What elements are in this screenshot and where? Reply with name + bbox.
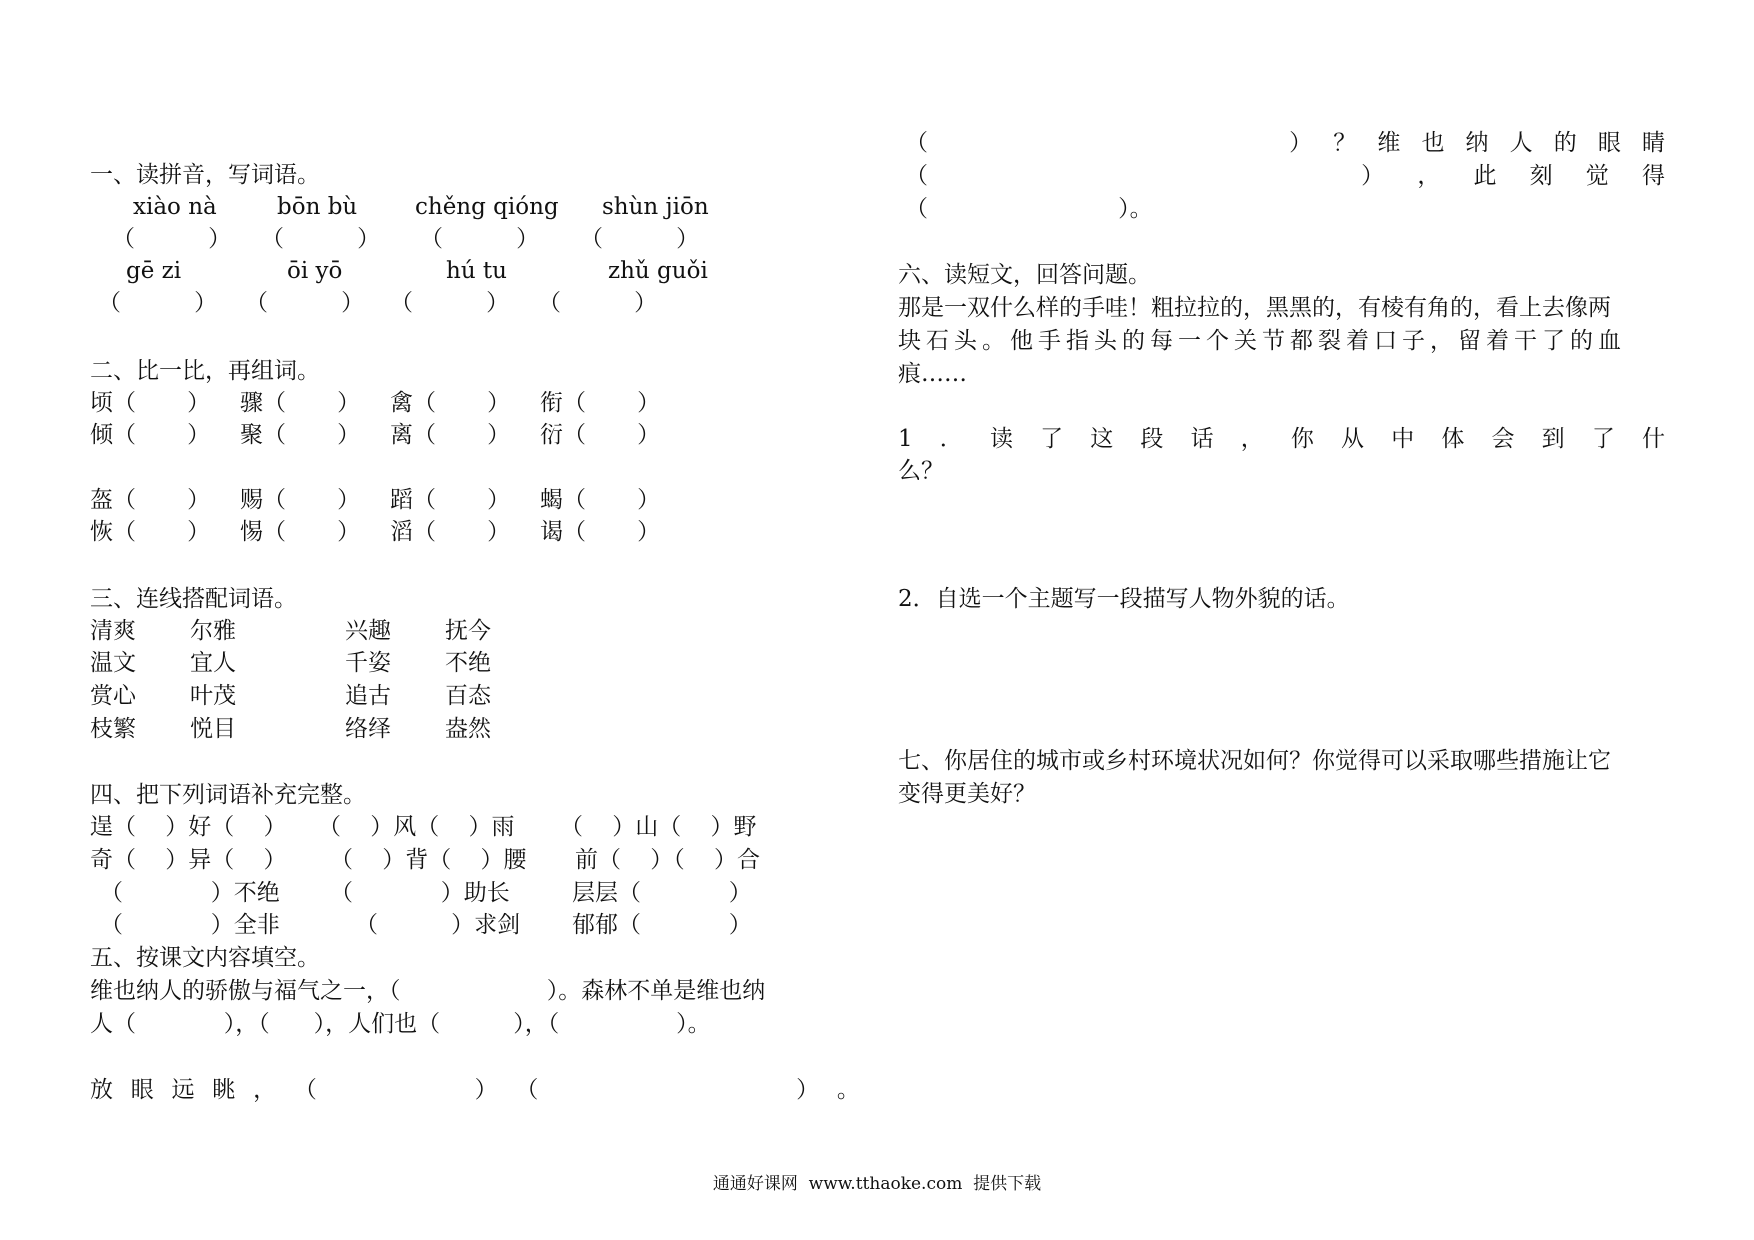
idiom-fill[interactable]: （ ）风（ ）雨	[318, 814, 515, 840]
char: （	[905, 130, 928, 156]
pinyin-row-2	[0, 256, 760, 286]
char: 你	[1290, 426, 1314, 452]
char: 得	[1641, 163, 1665, 189]
pinyin-row-1	[0, 192, 760, 222]
match-word[interactable]: 叶茂	[190, 683, 236, 709]
char: 什	[1641, 426, 1665, 452]
char: 了	[1591, 426, 1615, 452]
idiom-fill[interactable]: （ ）不绝	[100, 880, 280, 906]
answer-blank[interactable]: （ ）	[245, 290, 365, 316]
char-compare-item[interactable]: 谒（ ）	[540, 519, 661, 545]
idiom-row	[0, 812, 760, 842]
idiom-fill[interactable]: 奇（ ）异（ ）	[90, 847, 287, 873]
fill-line-justified[interactable]	[905, 128, 1665, 158]
match-word[interactable]: 枝繁	[90, 716, 136, 742]
idiom-fill[interactable]: （ ）山（ ）野	[560, 814, 757, 840]
answer-blank-row-1	[0, 224, 760, 254]
footer-credit: 通通好课网 www.tthaoke.com 提供下载	[712, 1174, 1042, 1194]
idiom-fill[interactable]: （ ）助长	[330, 880, 510, 906]
char: 会	[1491, 426, 1515, 452]
idiom-fill[interactable]: （ ）求剑	[355, 912, 521, 938]
answer-blank[interactable]: （ ）	[420, 226, 540, 252]
answer-blank[interactable]: （ ）	[261, 226, 381, 252]
compare-row	[0, 388, 760, 418]
answer-blank[interactable]: （ ）	[112, 226, 232, 252]
char: ）	[796, 1077, 820, 1103]
pinyin: ōi yō	[287, 258, 343, 284]
compare-row	[0, 517, 760, 547]
char: （	[905, 163, 928, 189]
idiom-fill[interactable]: 逞（ ）好（ ）	[90, 814, 287, 840]
passage-line: 痕……	[898, 361, 967, 387]
char-compare-item[interactable]: 禽（ ）	[390, 390, 511, 416]
match-word[interactable]: 兴趣	[345, 618, 391, 644]
pinyin: bōn bù	[277, 194, 358, 220]
char: 纳	[1465, 130, 1489, 156]
fill-line[interactable]: （ ）。	[905, 196, 1153, 222]
fill-line-justified[interactable]	[90, 1075, 860, 1105]
match-row	[0, 681, 760, 711]
idiom-row	[0, 910, 760, 940]
match-word[interactable]: 悦目	[190, 716, 236, 742]
section-2-title: 二、比一比，再组词。	[90, 358, 320, 384]
fill-line[interactable]: 人（ ），（ ），人们也（ ），（ ）。	[90, 1011, 711, 1037]
char-compare-item[interactable]: 骤（ ）	[240, 390, 361, 416]
match-row	[0, 648, 760, 678]
answer-blank[interactable]: （ ）	[538, 290, 658, 316]
char-compare-item[interactable]: 蝎（ ）	[540, 487, 661, 513]
char: 觉	[1585, 163, 1609, 189]
char: 维	[1377, 130, 1401, 156]
char: ，	[253, 1077, 277, 1103]
char-compare-item[interactable]: 赐（ ）	[240, 487, 361, 513]
match-word[interactable]: 清爽	[90, 618, 136, 644]
char-compare-item[interactable]: 滔（ ）	[390, 519, 511, 545]
match-word[interactable]: 赏心	[90, 683, 136, 709]
section-5-title: 五、按课文内容填空。	[90, 945, 320, 971]
char: 眺	[212, 1077, 236, 1103]
char: 刻	[1529, 163, 1553, 189]
char: ）	[474, 1077, 498, 1103]
char: （	[293, 1077, 317, 1103]
char: 从	[1341, 426, 1365, 452]
match-word[interactable]: 尔雅	[190, 618, 236, 644]
idiom-fill[interactable]: （ ）全非	[100, 912, 280, 938]
idiom-fill[interactable]: 层层（ ）	[572, 880, 752, 906]
section-1-title: 一、读拼音，写词语。	[90, 162, 320, 188]
char: 1	[898, 426, 913, 452]
section-4-title: 四、把下列词语补充完整。	[90, 782, 366, 808]
char: 眼	[130, 1077, 154, 1103]
answer-blank[interactable]: （ ）	[580, 226, 700, 252]
char: （	[515, 1077, 539, 1103]
answer-blank[interactable]: （ ）	[390, 290, 510, 316]
char: 段	[1140, 426, 1164, 452]
answer-blank-row-2	[0, 288, 760, 318]
char: 了	[1040, 426, 1064, 452]
section-3-title: 三、连线搭配词语。	[90, 586, 297, 612]
match-word[interactable]: 千姿	[345, 650, 391, 676]
char-compare-item[interactable]: 聚（ ）	[240, 422, 361, 448]
passage-line: 块石头。他手指头的每一个关节都裂着口子，留着干了的血	[898, 328, 1626, 354]
pinyin: zhǔ guǒi	[608, 258, 708, 284]
char: 远	[171, 1077, 195, 1103]
pinyin: gē zi	[126, 258, 182, 284]
char: 眼	[1597, 130, 1621, 156]
match-word[interactable]: 络绎	[345, 716, 391, 742]
char: ，	[1240, 426, 1264, 452]
passage-line: 那是一双什么样的手哇！粗拉拉的，黑黑的，有棱有角的，看上去像两	[898, 295, 1611, 321]
char: 这	[1090, 426, 1114, 452]
char: ）	[1289, 130, 1313, 156]
match-word[interactable]: 不绝	[445, 650, 491, 676]
idiom-fill[interactable]: 前（ ）（ ）合	[575, 847, 760, 873]
section-7-title: 七、你居住的城市或乡村环境状况如何？你觉得可以采取哪些措施让它	[898, 748, 1611, 774]
match-word[interactable]: 盎然	[445, 716, 491, 742]
char: 到	[1541, 426, 1565, 452]
char: ，	[1417, 163, 1441, 189]
idiom-row	[0, 878, 760, 908]
question-1-end: 么？	[898, 458, 944, 484]
char: 睛	[1641, 130, 1665, 156]
match-row	[0, 714, 760, 744]
match-word[interactable]: 宜人	[190, 650, 236, 676]
match-word[interactable]: 温文	[90, 650, 136, 676]
char: ？	[1333, 130, 1357, 156]
char: 此	[1473, 163, 1497, 189]
fill-line-justified[interactable]	[905, 161, 1665, 191]
char-compare-item[interactable]: 衍（ ）	[540, 422, 661, 448]
char-compare-item[interactable]: 衔（ ）	[540, 390, 661, 416]
char-compare-item[interactable]: 恢（ ）	[90, 519, 211, 545]
section-6-title: 六、读短文，回答问题。	[898, 262, 1151, 288]
idiom-fill[interactable]: 郁郁（ ）	[572, 912, 752, 938]
char: 的	[1553, 130, 1577, 156]
char: 。	[836, 1077, 860, 1103]
char-compare-item[interactable]: 蹈（ ）	[390, 487, 511, 513]
char: 读	[989, 426, 1013, 452]
char-compare-item[interactable]: 顷（ ）	[90, 390, 211, 416]
fill-line[interactable]: 维也纳人的骄傲与福气之一，（ ）。森林不单是维也纳	[90, 978, 766, 1004]
compare-row	[0, 485, 760, 515]
char-compare-item[interactable]: 盔（ ）	[90, 487, 211, 513]
question-2: 2．自选一个主题写一段描写人物外貌的话。	[898, 586, 1350, 612]
match-word[interactable]: 追古	[345, 683, 391, 709]
pinyin: xiào nà	[133, 194, 217, 220]
question-1	[898, 424, 1665, 454]
char: ）	[1361, 163, 1385, 189]
section-7-title-cont: 变得更美好？	[898, 781, 1036, 807]
match-word[interactable]: 百态	[445, 683, 491, 709]
char: 放	[90, 1077, 113, 1103]
char: 中	[1391, 426, 1415, 452]
pinyin: hú tu	[446, 258, 507, 284]
char: 体	[1441, 426, 1465, 452]
char: ．	[939, 426, 963, 452]
char-compare-item[interactable]: 惕（ ）	[240, 519, 361, 545]
idiom-row	[0, 845, 760, 875]
pinyin: shùn jiōn	[602, 194, 709, 220]
idiom-fill[interactable]: （ ）背（ ）腰	[330, 847, 527, 873]
char-compare-item[interactable]: 倾（ ）	[90, 422, 211, 448]
match-row	[0, 616, 760, 646]
char-compare-item[interactable]: 离（ ）	[390, 422, 511, 448]
compare-row	[0, 420, 760, 450]
char: 也	[1421, 130, 1445, 156]
answer-blank[interactable]: （ ）	[98, 290, 218, 316]
match-word[interactable]: 抚今	[445, 618, 491, 644]
char: 话	[1190, 426, 1214, 452]
pinyin: chěng qióng	[415, 194, 559, 220]
char: 人	[1509, 130, 1533, 156]
